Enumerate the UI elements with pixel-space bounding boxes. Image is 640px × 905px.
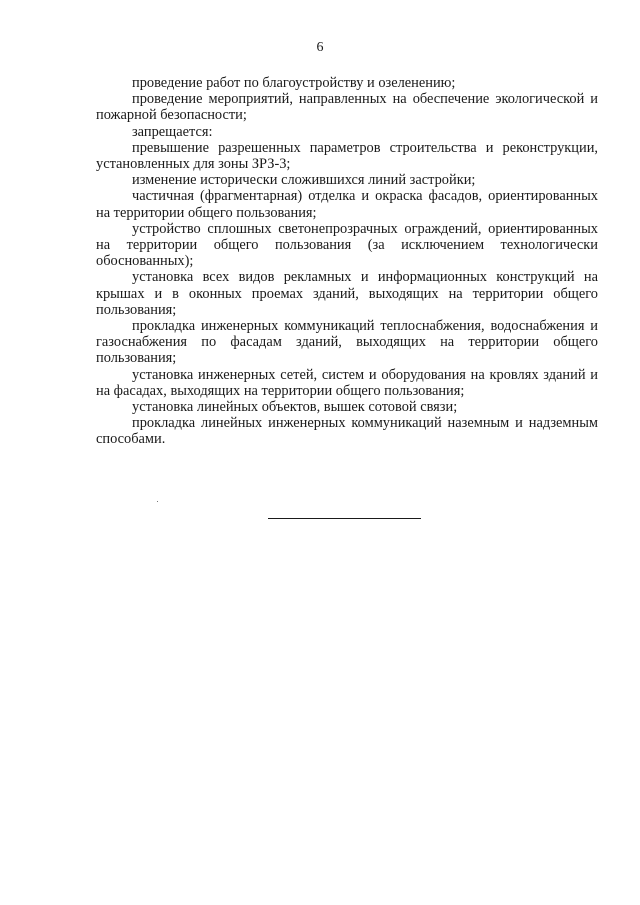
paragraph: установка инженерных сетей, систем и оборудования на кровлях зданий и на фасадах, выходящих на территории общего пользования; xyxy=(96,366,598,399)
document-body xyxy=(96,75,598,448)
paragraph: устройство сплошных светонепрозрачных ограждений, ориентированных на территории общего пользования (за исключением технологически обоснованных); xyxy=(96,220,598,270)
paragraph: превышение разрешенных параметров строительства и реконструкции, установленных для зоны ЗРЗ-3; xyxy=(96,139,598,173)
paragraph: проведение мероприятий, направленных на обеспечение экологической и пожарной безопасности; xyxy=(96,91,598,124)
paragraph: запрещается: xyxy=(132,123,213,140)
paragraph: установка линейных объектов, вышек сотовой связи; xyxy=(132,399,458,416)
paragraph: изменение исторически сложившихся линий застройки; xyxy=(132,172,476,189)
paragraph: проведение работ по благоустройству и озеленению; xyxy=(132,75,456,91)
closing-rule xyxy=(268,518,421,519)
paragraph: прокладка инженерных коммуникаций теплоснабжения, водоснабжения и газоснабжения по фасадам зданий, выходящих на территории общего пользования; xyxy=(96,318,598,367)
paragraph: частичная (фрагментарная) отделка и окраска фасадов, ориентированных на территории общего пользования; xyxy=(96,188,598,221)
page-number: 6 xyxy=(316,40,324,55)
scan-speck xyxy=(157,501,158,502)
paragraph: прокладка линейных инженерных коммуникаций наземным и надземным способами. xyxy=(96,415,598,448)
paragraph: установка всех видов рекламных и информационных конструкций на крышах и в оконных проемах зданий, выходящих на территории общего пользования; xyxy=(96,269,598,318)
